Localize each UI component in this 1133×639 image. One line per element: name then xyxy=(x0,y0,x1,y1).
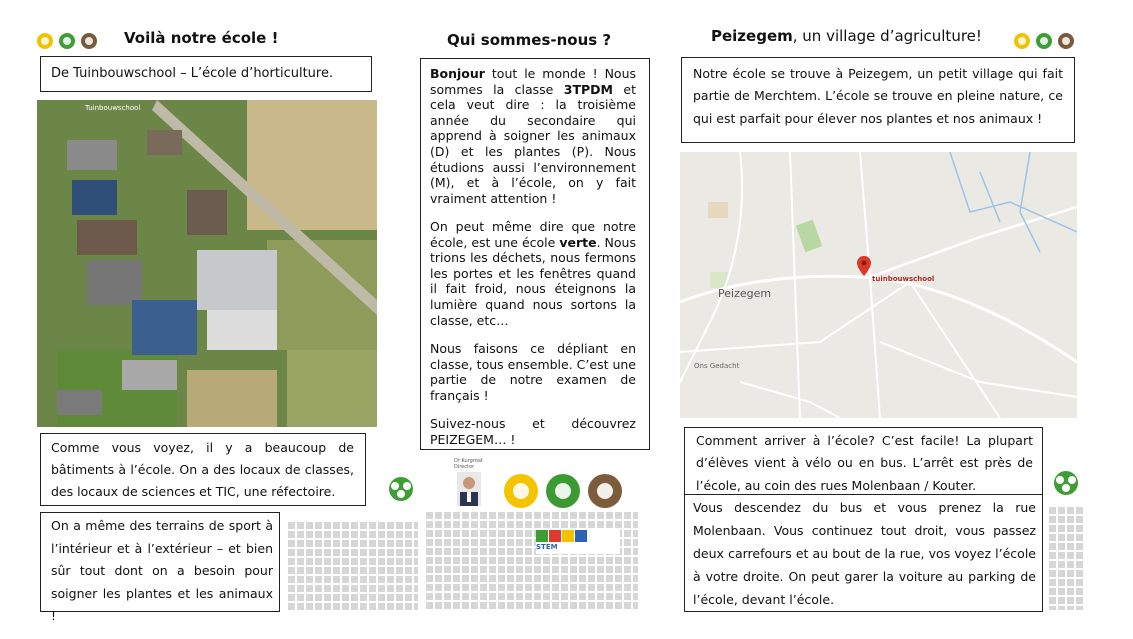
stem-logo xyxy=(536,530,620,554)
director-label: Dr Kurgroat Director xyxy=(454,458,483,470)
p2-part-a: On peut même dire que notre école, est une école xyxy=(430,219,636,250)
decorative-mosaic-middle xyxy=(424,510,638,610)
school-logo-drawing xyxy=(384,474,418,508)
right-title xyxy=(711,27,982,45)
p1-part-a: tout le monde ! Nous sommes la classe xyxy=(430,66,636,97)
map-pin-icon[interactable] xyxy=(857,256,871,280)
right-title-rest: , un village d’agriculture! xyxy=(792,27,982,45)
map[interactable] xyxy=(680,152,1077,418)
sun-flower-icon xyxy=(37,33,53,49)
leaf-icon-large xyxy=(546,474,580,508)
map-drawing xyxy=(680,152,1077,418)
bonjour-bold: Bonjour xyxy=(430,66,485,81)
map-pin-drawing xyxy=(857,256,871,276)
left-subtitle: De Tuinbouwschool – L’école d’horticulture. xyxy=(51,66,334,81)
middle-paragraph-4: Suivez-nous et découvrez PEIZEGEM… ! xyxy=(430,416,636,447)
right-directions1-box xyxy=(684,427,1043,495)
school-logo-left xyxy=(384,474,418,508)
p2-part-b: . Nous trions les déchets, nous fermons les portes et les fenêtres quand il fait froid, nous éteignons la lumière quand nous sortons la classe, etc… xyxy=(430,234,636,328)
middle-paragraph-2 xyxy=(430,219,636,328)
right-intro: Notre école se trouve à Peizegem, un petit village qui fait partie de Merchtem. L’école se trouve en pleine nature, ce qui est parfait pour élever nos plantes et nos animaux ! xyxy=(693,66,1063,126)
middle-paragraph-3: Nous faisons ce dépliant en classe, tous ensemble. C’est une partie de notre examen de français ! xyxy=(430,341,636,403)
aerial-label: Tuinbouwschool xyxy=(85,104,141,112)
map-pin-label: tuinbouwschool xyxy=(872,275,935,283)
school-logo-right-drawing xyxy=(1049,468,1083,502)
stem-label: STEM xyxy=(536,543,558,551)
right-directions1: Comment arriver à l’école? C’est facile! La plupart d’élèves vient à vélo ou en bus. L’arrêt est près de l’école, au coin des rues Molenbaan / Kouter. xyxy=(696,433,1033,493)
left-caption2: On a même des terrains de sport à l’intérieur et à l’extérieur – et bien sûr tout dont on a besoin pour soigner les plantes et les animaux ! xyxy=(51,518,273,624)
map-place-label: Ons Gedacht xyxy=(694,362,740,370)
director-portrait xyxy=(457,472,487,508)
middle-text-box xyxy=(420,58,650,450)
sun-flower-icon-right xyxy=(1014,33,1030,49)
left-subtitle-box xyxy=(40,56,372,92)
left-title: Voilà notre école ! xyxy=(124,29,279,47)
stem-block-blue xyxy=(575,530,587,542)
right-directions2-box xyxy=(684,495,1043,612)
verte-bold: verte xyxy=(559,234,597,250)
fish-icon-right xyxy=(1058,33,1074,49)
aerial-photo xyxy=(37,100,377,427)
stem-block-yellow xyxy=(562,530,574,542)
decorative-mosaic-right xyxy=(1047,505,1085,610)
stem-block-green xyxy=(536,530,548,542)
sun-flower-icon-large xyxy=(504,474,538,508)
leaf-icon xyxy=(59,33,75,49)
left-caption1-box xyxy=(40,433,366,506)
p1-part-b: et cela veut dire : la troisième année du secondaire qui apprend à soigner les animaux (D) et les plantes (P). Nous étudions aussi l’environnement (M), et à l’école, on y fait vraiment attention ! xyxy=(430,81,636,206)
class-name: 3TPDM xyxy=(563,81,613,97)
fish-icon-large xyxy=(588,474,622,508)
middle-paragraph-1 xyxy=(430,66,636,206)
right-title-bold: Peizegem xyxy=(711,27,793,45)
leaf-icon-right xyxy=(1036,33,1052,49)
director-photo xyxy=(454,458,484,508)
left-caption1: Comme vous voyez, il y a beaucoup de bâtiments à l’école. On a des locaux de classes, des locaux de sciences et TIC, une réfectoire. xyxy=(51,440,354,499)
middle-title: Qui sommes-nous ? xyxy=(447,31,612,49)
school-logo-right xyxy=(1049,468,1083,502)
fish-icon xyxy=(81,33,97,49)
aerial-photo-drawing xyxy=(37,100,377,427)
right-directions2: Vous descendez du bus et vous prenez la rue Molenbaan. Vous continuez tout droit, vous passez deux carrefours et au bout de la rue, vos voyez l’école à votre droite. On peut garer la voiture au parking de l’école, devant l’école. xyxy=(693,500,1036,607)
stem-block-red xyxy=(549,530,561,542)
map-village-label: Peizegem xyxy=(718,287,772,300)
left-caption2-box xyxy=(40,512,280,624)
right-intro-box xyxy=(681,57,1075,143)
decorative-mosaic-left xyxy=(286,520,418,610)
